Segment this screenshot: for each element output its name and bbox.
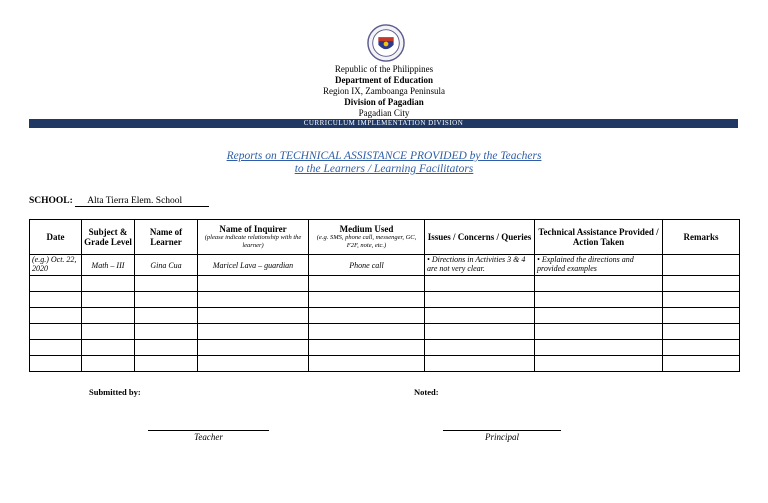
letterhead-region: Region IX, Zamboanga Peninsula bbox=[323, 86, 445, 96]
cell-remarks bbox=[663, 255, 740, 276]
division-banner: CURRICULUM IMPLEMENTATION DIVISION bbox=[29, 119, 738, 128]
header-remarks: Remarks bbox=[663, 220, 740, 255]
header-learner: Name of Learner bbox=[135, 220, 198, 255]
teacher-role-label: Teacher bbox=[194, 432, 223, 442]
letterhead-city: Pagadian City bbox=[358, 108, 410, 118]
example-row bbox=[30, 255, 740, 276]
header-date: Date bbox=[30, 220, 82, 255]
table-row bbox=[30, 324, 740, 340]
cell-issues: • Directions in Activities 3 & 4 are not very clear. bbox=[425, 255, 535, 276]
header-assistance: Technical Assistance Provided / Action Taken bbox=[535, 220, 663, 255]
cell-subject: Math – III bbox=[82, 255, 135, 276]
cell-medium: Phone call bbox=[309, 255, 425, 276]
school-value: Alta Tierra Elem. School bbox=[75, 196, 209, 207]
principal-role-label: Principal bbox=[485, 432, 519, 442]
header-medium: Medium Used (e.g. SMS, phone call, messenger, GC, F2F, note, etc.) bbox=[309, 220, 425, 255]
noted-label: Noted: bbox=[414, 387, 439, 397]
header-issues: Issues / Concerns / Queries bbox=[425, 220, 535, 255]
report-title-line2: to the Learners / Learning Facilitators bbox=[294, 163, 474, 175]
header-medium-note: (e.g. SMS, phone call, messenger, GC, F2F, note, etc.) bbox=[316, 234, 417, 249]
cell-learner: Gina Cua bbox=[135, 255, 198, 276]
table-header-row bbox=[30, 220, 740, 255]
table-row bbox=[30, 356, 740, 372]
cell-date: (e.g.) Oct. 22, 2020 bbox=[30, 255, 82, 276]
header-inquirer: Name of Inquirer (please indicate relationship with the learner) bbox=[198, 220, 309, 255]
school-label: SCHOOL: bbox=[29, 196, 73, 206]
report-table bbox=[29, 219, 740, 372]
cell-inquirer: Maricel Lava – guardian bbox=[198, 255, 309, 276]
header-subject: Subject & Grade Level bbox=[82, 220, 135, 255]
report-title-line1: Reports on TECHNICAL ASSISTANCE PROVIDED by the Teachers bbox=[226, 150, 542, 162]
cell-assistance: • Explained the directions and provided examples bbox=[535, 255, 663, 276]
letterhead-department: Department of Education bbox=[335, 75, 433, 85]
teacher-signature-line bbox=[148, 430, 269, 431]
header-inquirer-note: (please indicate relationship with the learner) bbox=[204, 234, 302, 249]
principal-signature-line bbox=[443, 430, 561, 431]
letterhead-division: Division of Pagadian bbox=[344, 97, 424, 107]
letterhead-republic: Republic of the Philippines bbox=[334, 64, 434, 74]
table-row bbox=[30, 340, 740, 356]
table-row bbox=[30, 292, 740, 308]
deped-seal-icon bbox=[367, 24, 405, 62]
submitted-by-label: Submitted by: bbox=[89, 387, 141, 397]
table-row bbox=[30, 308, 740, 324]
table-row bbox=[30, 276, 740, 292]
school-field bbox=[29, 196, 209, 207]
